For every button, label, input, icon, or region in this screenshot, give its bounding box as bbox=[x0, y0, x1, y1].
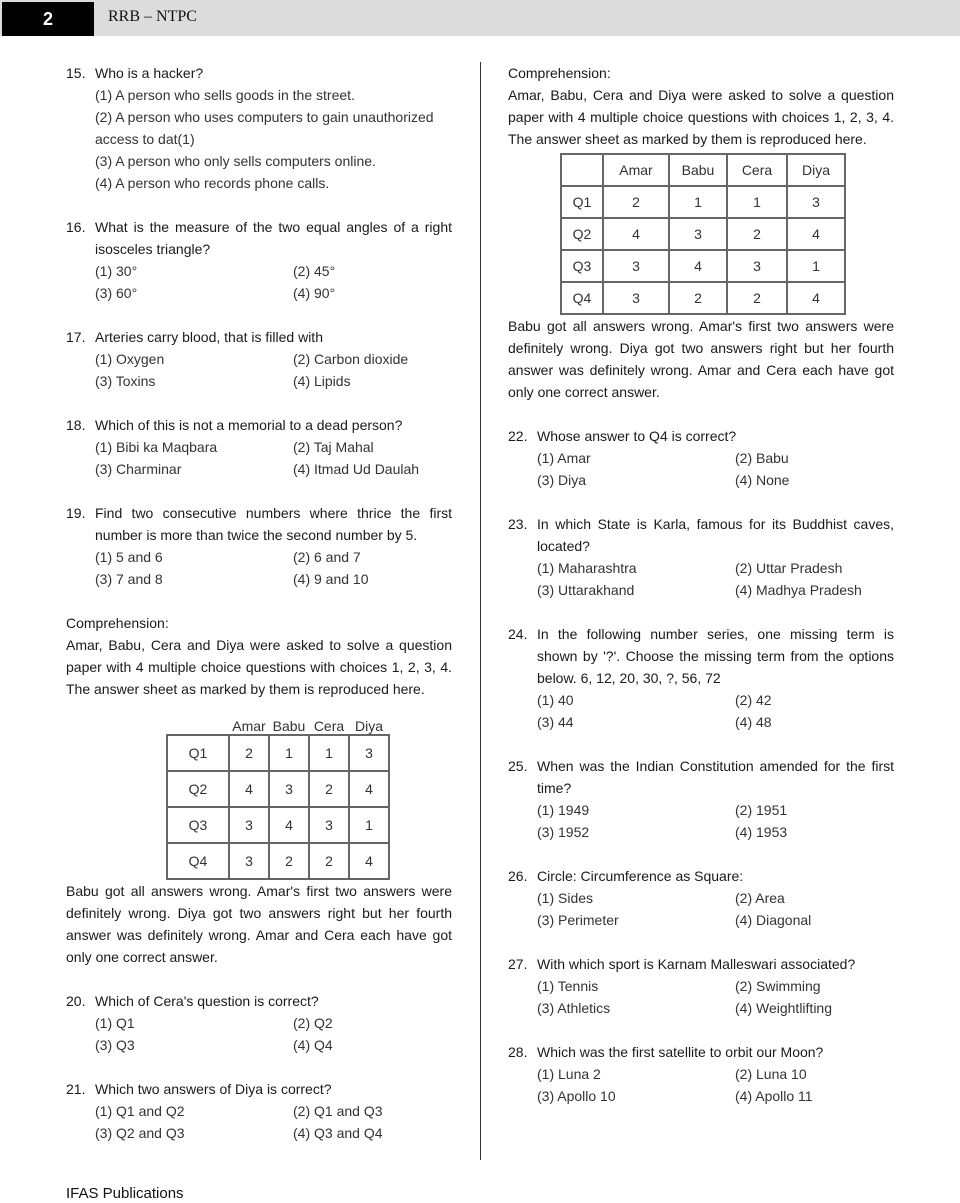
option-list bbox=[95, 348, 452, 392]
option-list bbox=[537, 447, 894, 491]
table-row bbox=[167, 843, 389, 879]
question-number: 23. bbox=[508, 516, 528, 532]
question-line bbox=[66, 990, 452, 1012]
table-cell: 1 bbox=[349, 807, 389, 843]
option: (3) Apollo 10 bbox=[537, 1088, 616, 1104]
option: (2) Babu bbox=[735, 450, 789, 466]
table-cell: 1 bbox=[787, 250, 845, 282]
question-line bbox=[508, 755, 894, 799]
question-number: 18. bbox=[66, 417, 86, 433]
option: (3) Perimeter bbox=[537, 912, 619, 928]
question-item bbox=[508, 513, 894, 601]
question-text: Who is a hacker? bbox=[95, 65, 204, 81]
question-text: Find two consecutive numbers where thrice the first number is more than twice the second number by 5. bbox=[95, 505, 452, 543]
question-item bbox=[66, 326, 452, 392]
option: (4) 48 bbox=[735, 714, 772, 730]
option: (1) 1949 bbox=[537, 802, 590, 818]
option: (4) 1953 bbox=[735, 824, 788, 840]
table-cell: 4 bbox=[349, 843, 389, 879]
question-line bbox=[508, 1041, 894, 1063]
option: (1) Tennis bbox=[537, 978, 599, 994]
table-header-cell: Babu bbox=[669, 154, 727, 186]
table-cell: 2 bbox=[229, 735, 269, 771]
table-cell: 2 bbox=[269, 843, 309, 879]
option: (1) 40 bbox=[537, 692, 574, 708]
option: (1) A person who sells goods in the street. bbox=[95, 87, 355, 103]
table-header-cell bbox=[561, 154, 603, 186]
option: (4) A person who records phone calls. bbox=[95, 175, 330, 191]
comprehension-left bbox=[66, 612, 452, 968]
question-item bbox=[66, 990, 452, 1056]
option: (4) Apollo 11 bbox=[735, 1088, 813, 1104]
table-cell: 4 bbox=[229, 771, 269, 807]
page-header bbox=[0, 0, 960, 36]
table-header-cell: Diya bbox=[354, 718, 383, 734]
question-number: 26. bbox=[508, 868, 528, 884]
option: (1) 5 and 6 bbox=[95, 549, 163, 565]
question-item bbox=[66, 62, 452, 194]
table-cell: Q1 bbox=[167, 735, 229, 771]
table-row bbox=[167, 807, 389, 843]
page-number: 2 bbox=[2, 2, 94, 36]
question-text: Circle: Circumference as Square: bbox=[537, 868, 744, 884]
option: (3) 7 and 8 bbox=[95, 571, 163, 587]
question-line bbox=[66, 216, 452, 260]
option: (1) Q1 and Q2 bbox=[95, 1103, 185, 1119]
table-row bbox=[561, 186, 845, 218]
option-list bbox=[95, 1100, 452, 1144]
option: (3) Charminar bbox=[95, 461, 182, 477]
column-divider bbox=[480, 62, 481, 1160]
table-cell: Q2 bbox=[561, 218, 603, 250]
table-row bbox=[561, 250, 845, 282]
comprehension-outro: Babu got all answers wrong. Amar's first two answers were definitely wrong. Diya got two answers right but her fourth answer was definitely wrong. Amar and Cera each have got only one correct answer. bbox=[508, 318, 894, 400]
option-list bbox=[95, 1012, 452, 1056]
option: (3) A person who only sells computers online. bbox=[95, 153, 376, 169]
question-line bbox=[508, 953, 894, 975]
option: (3) Q2 and Q3 bbox=[95, 1125, 185, 1141]
option: (2) 45° bbox=[293, 263, 336, 279]
question-item bbox=[508, 865, 894, 931]
option: (2) Luna 10 bbox=[735, 1066, 807, 1082]
table-cell: 3 bbox=[229, 843, 269, 879]
option: (4) Diagonal bbox=[735, 912, 812, 928]
table-cell: 4 bbox=[603, 218, 669, 250]
option: (4) Lipids bbox=[293, 373, 351, 389]
question-list-right bbox=[508, 425, 894, 1107]
option: (4) Itmad Ud Daulah bbox=[293, 461, 420, 477]
question-number: 27. bbox=[508, 956, 528, 972]
table-row bbox=[561, 282, 845, 314]
question-text: Which two answers of Diya is correct? bbox=[95, 1081, 332, 1097]
table-header-row bbox=[561, 154, 845, 186]
option: (1) Q1 bbox=[95, 1015, 135, 1031]
table-cell: 3 bbox=[727, 250, 787, 282]
question-item bbox=[66, 1078, 452, 1144]
table-cell: 3 bbox=[669, 218, 727, 250]
option: (3) Uttarakhand bbox=[537, 582, 635, 598]
question-text: Which was the first satellite to orbit our Moon? bbox=[537, 1044, 824, 1060]
question-item bbox=[508, 1041, 894, 1107]
question-item bbox=[508, 425, 894, 491]
question-text: Whose answer to Q4 is correct? bbox=[537, 428, 737, 444]
table-cell: 2 bbox=[669, 282, 727, 314]
question-number: 19. bbox=[66, 505, 86, 521]
table-header-cell: Cera bbox=[313, 718, 345, 734]
question-text: Arteries carry blood, that is filled with bbox=[95, 329, 323, 345]
question-line bbox=[66, 326, 452, 348]
table-cell: 2 bbox=[603, 186, 669, 218]
question-number: 16. bbox=[66, 219, 86, 235]
question-line bbox=[66, 502, 452, 546]
table-cell: 4 bbox=[787, 282, 845, 314]
option: (4) 9 and 10 bbox=[293, 571, 369, 587]
answer-table bbox=[560, 153, 846, 315]
question-item bbox=[66, 414, 452, 480]
question-number: 28. bbox=[508, 1044, 528, 1060]
option: (2) Carbon dioxide bbox=[293, 351, 409, 367]
question-line bbox=[66, 1078, 452, 1100]
table-cell: 1 bbox=[309, 735, 349, 771]
footer-publisher: IFAS Publications bbox=[66, 1185, 184, 1202]
table-header-cell bbox=[167, 708, 229, 735]
question-line bbox=[66, 62, 452, 84]
option-list bbox=[537, 975, 894, 1019]
option: (4) 90° bbox=[293, 285, 336, 301]
option: (4) Q3 and Q4 bbox=[293, 1125, 383, 1141]
option-list bbox=[95, 436, 452, 480]
table-cell: 2 bbox=[727, 218, 787, 250]
question-number: 15. bbox=[66, 65, 86, 81]
option: (4) None bbox=[735, 472, 790, 488]
table-cell: Q4 bbox=[167, 843, 229, 879]
option: (3) 1952 bbox=[537, 824, 590, 840]
table-cell: 3 bbox=[269, 771, 309, 807]
question-item bbox=[508, 953, 894, 1019]
table-cell: 2 bbox=[727, 282, 787, 314]
option: (4) Q4 bbox=[293, 1037, 333, 1053]
option: (1) Oxygen bbox=[95, 351, 165, 367]
question-line bbox=[508, 513, 894, 557]
question-list-a bbox=[66, 62, 452, 590]
question-text: What is the measure of the two equal angles of a right isosceles triangle? bbox=[95, 219, 452, 257]
option: (1) Maharashtra bbox=[537, 560, 637, 576]
option: (2) Taj Mahal bbox=[293, 439, 374, 455]
option: (2) 1951 bbox=[735, 802, 788, 818]
option: (2) A person who uses computers to gain unauthorized access to dat(1) bbox=[95, 109, 434, 147]
question-number: 22. bbox=[508, 428, 528, 444]
comprehension-heading: Comprehension: bbox=[508, 65, 611, 81]
question-text: When was the Indian Constitution amended for the first time? bbox=[537, 758, 894, 796]
table-row bbox=[167, 771, 389, 807]
table-row bbox=[561, 218, 845, 250]
question-item bbox=[66, 502, 452, 590]
comprehension-outro: Babu got all answers wrong. Amar's first two answers were definitely wrong. Diya got two answers right but her fourth answer was definitely wrong. Amar and Cera each have got only one correct answer. bbox=[66, 883, 452, 965]
table-cell: 3 bbox=[309, 807, 349, 843]
option: (2) 42 bbox=[735, 692, 772, 708]
table-cell: 3 bbox=[229, 807, 269, 843]
option: (3) Diya bbox=[537, 472, 587, 488]
option-list bbox=[95, 546, 452, 590]
question-text: With which sport is Karnam Malleswari associated? bbox=[537, 956, 856, 972]
table-cell: 3 bbox=[349, 735, 389, 771]
option: (4) Madhya Pradesh bbox=[735, 582, 862, 598]
table-cell: Q2 bbox=[167, 771, 229, 807]
option-list bbox=[537, 1063, 894, 1107]
question-item bbox=[508, 755, 894, 843]
table-cell: Q1 bbox=[561, 186, 603, 218]
question-number: 17. bbox=[66, 329, 86, 345]
option: (2) Q2 bbox=[293, 1015, 333, 1031]
question-number: 20. bbox=[66, 993, 86, 1009]
option-list bbox=[95, 260, 452, 304]
right-column bbox=[508, 62, 894, 1129]
question-item bbox=[66, 216, 452, 304]
table-header-cell: Diya bbox=[787, 154, 845, 186]
comprehension-intro: Amar, Babu, Cera and Diya were asked to solve a question paper with 4 multiple choice questions with choices 1, 2, 3, 4. The answer sheet as marked by them is reproduced here. bbox=[508, 87, 894, 147]
answer-table bbox=[166, 708, 390, 880]
table-cell: Q4 bbox=[561, 282, 603, 314]
table-cell: 2 bbox=[309, 843, 349, 879]
question-line bbox=[508, 623, 894, 689]
question-item bbox=[508, 623, 894, 733]
table-cell: Q3 bbox=[167, 807, 229, 843]
comprehension-intro: Amar, Babu, Cera and Diya were asked to solve a question paper with 4 multiple choice questions with choices 1, 2, 3, 4. The answer sheet as marked by them is reproduced here. bbox=[66, 637, 452, 697]
table-cell: 3 bbox=[787, 186, 845, 218]
comprehension-right bbox=[508, 62, 894, 403]
table-cell: 4 bbox=[669, 250, 727, 282]
option-list bbox=[95, 84, 452, 194]
question-text: Which of this is not a memorial to a dead person? bbox=[95, 417, 403, 433]
table-header-cell: Babu bbox=[272, 718, 306, 734]
table-row bbox=[167, 735, 389, 771]
comprehension-heading: Comprehension: bbox=[66, 615, 169, 631]
option: (2) 6 and 7 bbox=[293, 549, 361, 565]
question-number: 24. bbox=[508, 626, 528, 642]
option: (2) Uttar Pradesh bbox=[735, 560, 843, 576]
table-header-cell: Amar bbox=[232, 718, 266, 734]
question-line bbox=[508, 425, 894, 447]
table-cell: 1 bbox=[727, 186, 787, 218]
option: (3) 60° bbox=[95, 285, 138, 301]
question-text: In which State is Karla, famous for its Buddhist caves, located? bbox=[537, 516, 894, 554]
question-line bbox=[66, 414, 452, 436]
question-text: Which of Cera's question is correct? bbox=[95, 993, 319, 1009]
table-cell: 4 bbox=[269, 807, 309, 843]
table-cell: Q3 bbox=[561, 250, 603, 282]
question-number: 21. bbox=[66, 1081, 86, 1097]
option: (3) 44 bbox=[537, 714, 574, 730]
option: (1) Bibi ka Maqbara bbox=[95, 439, 218, 455]
option-list bbox=[537, 689, 894, 733]
option: (3) Q3 bbox=[95, 1037, 135, 1053]
option: (3) Athletics bbox=[537, 1000, 611, 1016]
option: (3) Toxins bbox=[95, 373, 156, 389]
option: (1) Sides bbox=[537, 890, 594, 906]
option-list bbox=[537, 557, 894, 601]
table-cell: 1 bbox=[269, 735, 309, 771]
option: (4) Weightlifting bbox=[735, 1000, 833, 1016]
table-header-cell: Cera bbox=[727, 154, 787, 186]
table-cell: 2 bbox=[309, 771, 349, 807]
option: (1) 30° bbox=[95, 263, 138, 279]
table-cell: 3 bbox=[603, 282, 669, 314]
option: (1) Luna 2 bbox=[537, 1066, 601, 1082]
option: (2) Q1 and Q3 bbox=[293, 1103, 383, 1119]
table-header-cell: Amar bbox=[603, 154, 669, 186]
option-list bbox=[537, 887, 894, 931]
table-cell: 4 bbox=[349, 771, 389, 807]
question-list-b bbox=[66, 990, 452, 1144]
header-title: RRB – NTPC bbox=[108, 8, 197, 25]
table-header-row bbox=[167, 708, 389, 735]
question-line bbox=[508, 865, 894, 887]
table-cell: 4 bbox=[787, 218, 845, 250]
left-column bbox=[66, 62, 452, 1166]
option-list bbox=[537, 799, 894, 843]
option: (2) Area bbox=[735, 890, 785, 906]
question-number: 25. bbox=[508, 758, 528, 774]
option: (1) Amar bbox=[537, 450, 591, 466]
question-text: In the following number series, one missing term is shown by '?'. Choose the missing term from the options below. 6, 12, 20, 30, ?, 56, 72 bbox=[537, 626, 894, 686]
table-cell: 1 bbox=[669, 186, 727, 218]
option: (2) Swimming bbox=[735, 978, 821, 994]
table-cell: 3 bbox=[603, 250, 669, 282]
